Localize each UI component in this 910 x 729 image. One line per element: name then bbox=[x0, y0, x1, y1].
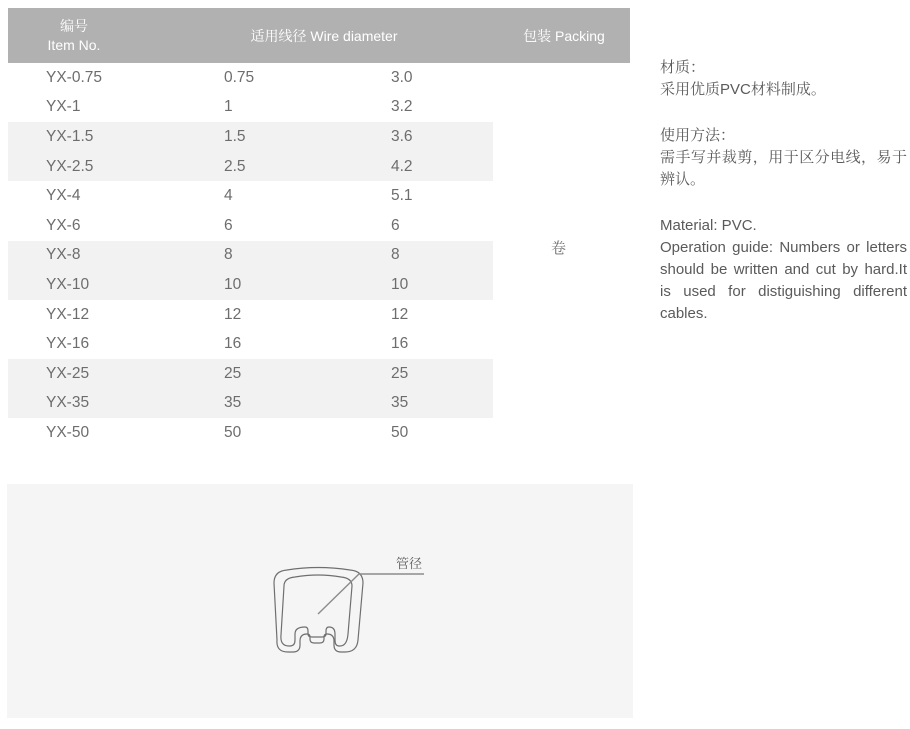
wire-max-cell: 5.1 bbox=[391, 187, 413, 205]
table-row bbox=[8, 181, 493, 211]
item-no-cell: YX-0.75 bbox=[46, 68, 103, 86]
wire-min-cell: 12 bbox=[224, 305, 242, 323]
table-header bbox=[8, 8, 630, 63]
wire-max-cell: 3.2 bbox=[391, 98, 413, 116]
wire-max-cell: 3.6 bbox=[391, 127, 413, 145]
wire-min-cell: 35 bbox=[224, 394, 242, 412]
usage-label: 使用方法： bbox=[660, 127, 736, 144]
column-header-item-cn: 编号 bbox=[60, 17, 88, 34]
table-row bbox=[8, 211, 493, 241]
table-row bbox=[8, 300, 493, 330]
item-no-cell: YX-2.5 bbox=[46, 157, 94, 175]
english-block bbox=[660, 215, 907, 325]
wire-min-cell: 50 bbox=[224, 423, 242, 441]
tube-cross-section-diagram bbox=[7, 484, 633, 718]
item-no-cell: YX-12 bbox=[46, 305, 90, 323]
table-row bbox=[8, 63, 493, 93]
item-no-cell: YX-1.5 bbox=[46, 127, 94, 145]
column-header-packing: 包装 Packing bbox=[523, 27, 605, 44]
tube-inner-contour bbox=[281, 575, 352, 646]
table-row bbox=[8, 241, 493, 271]
table-row bbox=[8, 152, 493, 182]
table-row bbox=[8, 418, 493, 448]
wire-max-cell: 3.0 bbox=[391, 68, 413, 86]
table-row bbox=[8, 93, 493, 123]
wire-min-cell: 16 bbox=[224, 335, 242, 353]
item-no-cell: YX-1 bbox=[46, 98, 81, 116]
item-no-cell: YX-16 bbox=[46, 335, 90, 353]
usage-text: 需手写并裁剪，用于区分电线，易于辨认。 bbox=[660, 149, 907, 188]
wire-min-cell: 1 bbox=[224, 98, 233, 116]
tube-diameter-label: 管径 bbox=[395, 556, 423, 571]
material-text: 采用优质PVC材料制成。 bbox=[660, 81, 826, 98]
item-no-cell: YX-50 bbox=[46, 423, 90, 441]
wire-max-cell: 4.2 bbox=[391, 157, 413, 175]
material-label: 材质： bbox=[660, 59, 706, 76]
info-panel bbox=[660, 57, 907, 349]
wire-max-cell: 12 bbox=[391, 305, 409, 323]
usage-block bbox=[660, 125, 907, 191]
diagram-panel bbox=[7, 484, 633, 718]
column-header-wire-diameter: 适用线径 Wire diameter bbox=[250, 27, 398, 44]
table-row bbox=[8, 359, 493, 389]
material-block bbox=[660, 57, 907, 101]
wire-max-cell: 35 bbox=[391, 394, 409, 412]
table-row bbox=[8, 122, 493, 152]
wire-max-cell: 16 bbox=[391, 335, 409, 353]
item-no-cell: YX-4 bbox=[46, 187, 81, 205]
table-row bbox=[8, 329, 493, 359]
wire-max-cell: 8 bbox=[391, 246, 400, 264]
wire-min-cell: 4 bbox=[224, 187, 233, 205]
wire-min-cell: 6 bbox=[224, 216, 233, 234]
item-no-cell: YX-6 bbox=[46, 216, 81, 234]
wire-max-cell: 25 bbox=[391, 364, 409, 382]
wire-max-cell: 50 bbox=[391, 423, 409, 441]
column-header-item-en: Item No. bbox=[47, 36, 101, 53]
wire-min-cell: 1.5 bbox=[224, 127, 246, 145]
table-row bbox=[8, 270, 493, 300]
wire-min-cell: 25 bbox=[224, 364, 242, 382]
material-en-text: Material: PVC. bbox=[660, 217, 757, 234]
item-no-cell: YX-8 bbox=[46, 246, 81, 264]
leader-line bbox=[318, 574, 424, 614]
wire-max-cell: 6 bbox=[391, 216, 400, 234]
wire-min-cell: 0.75 bbox=[224, 68, 255, 86]
operation-en-text: Operation guide: Numbers or letters should be written and cut by hard.It is used for distiguishing different cables. bbox=[660, 239, 907, 322]
wire-min-cell: 10 bbox=[224, 275, 242, 293]
wire-min-cell: 2.5 bbox=[224, 157, 246, 175]
item-no-cell: YX-10 bbox=[46, 275, 90, 293]
table-row bbox=[8, 389, 493, 419]
wire-max-cell: 10 bbox=[391, 275, 409, 293]
packing-value-cell: 卷 bbox=[550, 240, 566, 257]
item-no-cell: YX-35 bbox=[46, 394, 90, 412]
wire-min-cell: 8 bbox=[224, 246, 233, 264]
item-no-cell: YX-25 bbox=[46, 364, 90, 382]
column-header-item-no bbox=[8, 8, 140, 63]
